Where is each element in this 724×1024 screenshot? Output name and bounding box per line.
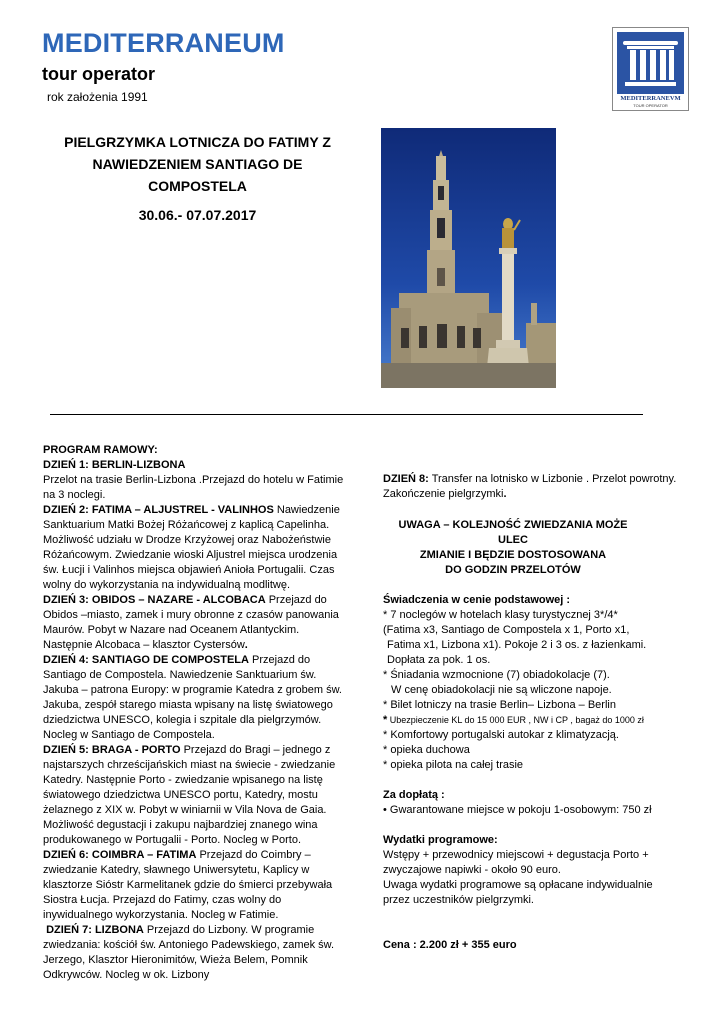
- expenses-line: zwyczajowe napiwki - około 90 euro.: [383, 864, 561, 876]
- fatima-basilica-photo: [381, 128, 556, 388]
- day-2: DZIEŃ 2: FATIMA – ALJUSTREL - VALINHOS Nawiedzenie Sanktuarium Matki Bożej Różańcowej z kaplicą Capelinha. Możliwość udziału w Drodze Krzyżowej oraz Nabożeństwie Różańcowym. Zwiedzanie wioski Aljustrel miejsca urodzenia św. Łucji i Valinhos miejsca objawień Anioła Portugalii. Czas wolny do wykorzystania na indywidualną modlitwę.: [43, 504, 340, 591]
- included-line: Fatima x1, Lizbona x1). Pokoje 2 i 3 os. z łazienkami.: [387, 639, 647, 651]
- brand-name: MEDITERRANEUM: [42, 28, 285, 58]
- included-line: * opieka pilota na całej trasie: [383, 759, 524, 771]
- trip-dates: 30.06.- 07.07.2017: [138, 207, 257, 223]
- expenses-heading: Wydatki programowe:: [383, 834, 498, 846]
- included-line: Dopłata za pok. 1 os.: [387, 654, 491, 666]
- included-line: * Śniadania wzmocnione (7) obiadokolacje (7).: [383, 669, 610, 681]
- program-column: [43, 443, 348, 983]
- section-divider: [50, 414, 643, 415]
- logo-subtitle: TOUR OPERATOR: [633, 103, 668, 108]
- surcharge-heading: Za dopłatą :: [383, 789, 445, 801]
- day-4: DZIEŃ 4: SANTIAGO DE COMPOSTELA Przejazd do Santiago de Compostela. Nawiedzenie Sanktuarium św. Jakuba – patrona Europy: w programie Katedra z grobem św. Jakuba, zespół starego miasta wpisany na listę światowego dziedzictwa UNESCO, kolegia i szpitale dla pielgrzymów. Nocleg w Santiago de Compostela.: [43, 654, 342, 741]
- included-line: W cenę obiadokolacji nie są wliczone napoje.: [391, 684, 612, 696]
- program-heading: PROGRAM RAMOWY:: [43, 444, 158, 456]
- day-1-text: Przelot na trasie Berlin-Lizbona .Przejazd do hotelu w Fatimie na 3 noclegi.: [43, 474, 344, 501]
- brand-tagline: tour operator: [42, 64, 156, 84]
- expenses-line: przez uczestników pielgrzymki.: [383, 894, 534, 906]
- expenses-line: Wstępy + przewodnicy miejscowi + degustacja Porto +: [383, 849, 649, 861]
- day-5: DZIEŃ 5: BRAGA - PORTO Przejazd do Bragi – jednego z najstarszych chrześcijańskich miast na świecie - zwiedzanie Katedry. Następnie Porto - zwiedzanie wpisanego na listę światowego dziedzictwa UNESCO portu, Katedry, mostu żelaznego z XIX w. Pobyt w winiarnii w Vila Nova de Gaia. Możliwość degustacji i zakupu najbardziej znanego wina produkowanego w Portugalii - Porto. Nocleg w Porto.: [43, 744, 336, 846]
- included-line: * opieka duchowa: [383, 744, 470, 756]
- trip-title: PIELGRZYMKA LOTNICZA DO FATIMY Z NAWIEDZENIEM SANTIAGO DE COMPOSTELA: [64, 134, 331, 194]
- included-heading: Świadczenia w cenie podstawowej :: [383, 594, 571, 606]
- included-line: * Bilet lotniczy na trasie Berlin– Lizbona – Berlin: [383, 699, 616, 711]
- day-6: DZIEŃ 6: COIMBRA – FATIMA Przejazd do Coimbry – zwiedzanie Katedry, sławnego Uniwersytetu, Kaplicy w klasztorze Sióstr Karmelitanek gdzie do śmierci przebywała Siostra Łucja. Przejazd do Fatimy, czas wolny do inywidualnego wykorzystania. Nocleg w Fatimie.: [43, 849, 333, 921]
- day-3: DZIEŃ 3: OBIDOS – NAZARE - ALCOBACA Przejazd do Obidos –miasto, zamek i mury obronne z czasów panowania Maurów. Pobyt w Nazare nad Oceanem Atlantyckim. Następnie Alcobaca – klasztor Cystersów.: [43, 594, 339, 651]
- logo-name: MEDITERRANEVM: [620, 95, 681, 102]
- order-notice: UWAGA – KOLEJNOŚĆ ZWIEDZANIA MOŻE ULEC ZMIANIE I BĘDZIE DOSTOSOWANA DO GODZIN PRZELOTÓW: [398, 519, 628, 576]
- included-line: * 7 noclegów w hotelach klasy turystycznej 3*/4*: [383, 609, 618, 621]
- included-line: (Fatima x3, Santiago de Compostela x 1, Porto x1,: [383, 624, 630, 636]
- logo-column-icon: [617, 32, 684, 94]
- surcharge-text: • Gwarantowane miejsce w pokoju 1-osobowym: 750 zł: [383, 804, 652, 816]
- company-logo: [612, 27, 689, 111]
- day-7: DZIEŃ 7: LIZBONA Przejazd do Lizbony. W programie zwiedzania: kościół św. Antoniego Padewskiego, zamek św. Jerzego, Klasztor Hieronimitów, Wieża Belem, Pomnik Odkrywców. Nocleg w ok. Lizbony: [43, 924, 335, 981]
- insurance-line: * Ubezpieczenie KL do 15 000 EUR , NW i CP , bagaż do 1000 zł: [383, 714, 644, 726]
- included-line: * Komfortowy portugalski autokar z klimatyzacją.: [383, 729, 619, 741]
- day-8: DZIEŃ 8: Transfer na lotnisko w Lizbonie . Przelot powrotny. Zakończenie pielgrzymki.: [383, 473, 677, 500]
- day-1-title: DZIEŃ 1: BERLIN-LIZBONA: [43, 459, 186, 471]
- expenses-line: Uwaga wydatki programowe są opłacane indywidualnie: [383, 879, 653, 891]
- details-column: [383, 472, 683, 953]
- price: Cena : 2.200 zł + 355 euro: [383, 939, 517, 951]
- founded-year: rok założenia 1991: [47, 90, 148, 104]
